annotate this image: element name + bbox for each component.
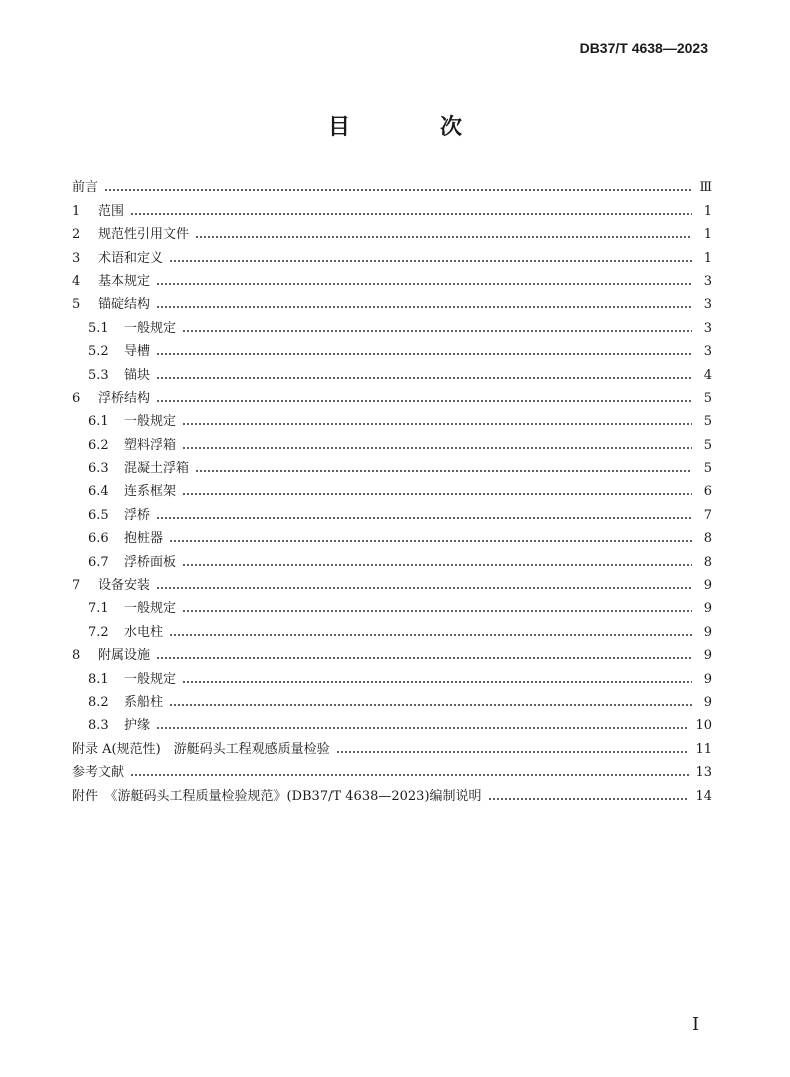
dot-leader bbox=[182, 492, 692, 496]
toc-entry-number: 1 bbox=[72, 203, 81, 219]
toc-entry-number: 6.1 bbox=[88, 414, 109, 430]
toc-entry[interactable] bbox=[72, 781, 712, 804]
toc-entry-number: 6 bbox=[72, 390, 81, 406]
toc-entry-label: 参考文献 bbox=[72, 765, 125, 781]
toc-entry-number: 2 bbox=[72, 227, 81, 243]
dot-leader bbox=[156, 726, 689, 730]
toc-entry-label: 设备安装 bbox=[98, 578, 151, 594]
page-title: 目 次 bbox=[327, 114, 496, 140]
toc-entry[interactable] bbox=[72, 290, 712, 313]
dot-leader bbox=[156, 586, 692, 590]
toc-entry[interactable] bbox=[72, 571, 712, 594]
toc-entry-page: 3 bbox=[703, 320, 712, 336]
toc-entry-page: 10 bbox=[695, 718, 712, 734]
toc-entry-number: 6.7 bbox=[88, 554, 109, 570]
dot-leader bbox=[169, 633, 692, 637]
toc-entry-page: 1 bbox=[703, 227, 712, 243]
dot-leader bbox=[130, 212, 692, 216]
dot-leader bbox=[156, 656, 692, 660]
toc-entry-label: 一般规定 bbox=[124, 671, 177, 687]
toc-entry-label: 混凝土浮箱 bbox=[124, 461, 190, 477]
toc-entry-page: 11 bbox=[695, 741, 712, 757]
toc-entry-page: 5 bbox=[703, 437, 712, 453]
toc-entry-page: 3 bbox=[703, 273, 712, 289]
toc-entry-number: 5.1 bbox=[88, 320, 109, 336]
toc-entry[interactable] bbox=[72, 524, 712, 547]
table-of-contents bbox=[72, 173, 712, 805]
toc-entry[interactable] bbox=[72, 407, 712, 430]
toc-entry-label: 附件 《游艇码头工程质量检验规范》(DB37/T 4638—2023)编制说明 bbox=[72, 788, 482, 804]
toc-entry[interactable] bbox=[72, 196, 712, 219]
toc-entry[interactable] bbox=[72, 384, 712, 407]
toc-entry-page: 3 bbox=[703, 344, 712, 360]
dot-leader bbox=[104, 188, 692, 192]
toc-entry[interactable] bbox=[72, 267, 712, 290]
toc-entry[interactable] bbox=[72, 711, 712, 734]
dot-leader bbox=[156, 516, 692, 520]
toc-entry-label: 抱桩器 bbox=[124, 531, 164, 547]
toc-entry[interactable] bbox=[72, 758, 712, 781]
dot-leader bbox=[182, 609, 692, 613]
toc-entry-label: 水电柱 bbox=[124, 624, 164, 640]
toc-entry[interactable] bbox=[72, 734, 712, 757]
toc-entry-label: 一般规定 bbox=[124, 414, 177, 430]
toc-entry-label: 术语和定义 bbox=[98, 250, 164, 266]
toc-entry-page: 9 bbox=[703, 648, 712, 664]
toc-entry-page: 13 bbox=[695, 765, 712, 781]
dot-leader bbox=[195, 235, 692, 239]
dot-leader bbox=[182, 563, 692, 567]
toc-entry-label: 前言 bbox=[72, 180, 99, 196]
toc-entry-number: 7.1 bbox=[88, 601, 109, 617]
toc-entry-number: 7 bbox=[72, 578, 81, 594]
dot-leader bbox=[156, 305, 692, 309]
toc-entry-number: 8.3 bbox=[88, 718, 109, 734]
dot-leader bbox=[156, 282, 692, 286]
toc-entry-label: 连系框架 bbox=[124, 484, 177, 500]
toc-entry-label: 护缘 bbox=[124, 718, 151, 734]
toc-entry[interactable] bbox=[72, 243, 712, 266]
dot-leader bbox=[182, 680, 692, 684]
toc-entry[interactable] bbox=[72, 547, 712, 570]
toc-entry-label: 浮桥结构 bbox=[98, 390, 151, 406]
toc-entry-number: 8 bbox=[72, 648, 81, 664]
toc-entry-label: 浮桥面板 bbox=[124, 554, 177, 570]
toc-entry[interactable] bbox=[72, 664, 712, 687]
toc-entry-label: 基本规定 bbox=[98, 273, 151, 289]
toc-entry-label: 导槽 bbox=[124, 344, 151, 360]
toc-entry-number: 6.6 bbox=[88, 531, 109, 547]
toc-entry-label: 附录 A(规范性) 游艇码头工程观感质量检验 bbox=[72, 741, 330, 757]
toc-entry-page: 14 bbox=[695, 788, 712, 804]
document-id-header: DB37/T 4638—2023 bbox=[579, 40, 708, 56]
toc-entry-page: 9 bbox=[703, 601, 712, 617]
toc-entry[interactable] bbox=[72, 430, 712, 453]
toc-entry-number: 3 bbox=[72, 250, 81, 266]
toc-entry-page: Ⅲ bbox=[699, 180, 712, 196]
dot-leader bbox=[156, 376, 692, 380]
dot-leader bbox=[169, 703, 692, 707]
toc-entry[interactable] bbox=[72, 688, 712, 711]
toc-entry-page: 1 bbox=[703, 203, 712, 219]
dot-leader bbox=[488, 797, 690, 801]
toc-entry-label: 锚碇结构 bbox=[98, 297, 151, 313]
toc-entry-page: 4 bbox=[703, 367, 712, 383]
toc-entry-label: 浮桥 bbox=[124, 507, 151, 523]
dot-leader bbox=[130, 773, 689, 777]
toc-entry-number: 7.2 bbox=[88, 624, 109, 640]
toc-entry-number: 6.4 bbox=[88, 484, 109, 500]
toc-entry[interactable] bbox=[72, 594, 712, 617]
toc-entry-page: 5 bbox=[703, 461, 712, 477]
toc-entry-label: 一般规定 bbox=[124, 601, 177, 617]
toc-entry-label: 附属设施 bbox=[98, 648, 151, 664]
toc-entry-number: 5.3 bbox=[88, 367, 109, 383]
page-number: I bbox=[692, 1014, 700, 1035]
toc-entry-number: 6.3 bbox=[88, 461, 109, 477]
dot-leader bbox=[336, 750, 690, 754]
toc-entry[interactable] bbox=[72, 337, 712, 360]
toc-entry-page: 3 bbox=[703, 297, 712, 313]
toc-entry-number: 6.5 bbox=[88, 507, 109, 523]
dot-leader bbox=[156, 399, 692, 403]
toc-entry[interactable] bbox=[72, 477, 712, 500]
toc-entry[interactable] bbox=[72, 641, 712, 664]
dot-leader bbox=[169, 539, 692, 543]
dot-leader bbox=[182, 329, 692, 333]
toc-entry-page: 8 bbox=[703, 554, 712, 570]
toc-entry-label: 规范性引用文件 bbox=[98, 227, 190, 243]
toc-entry[interactable] bbox=[72, 454, 712, 477]
dot-leader bbox=[156, 352, 692, 356]
toc-entry[interactable] bbox=[72, 173, 712, 196]
toc-entry[interactable] bbox=[72, 500, 712, 523]
toc-entry-label: 一般规定 bbox=[124, 320, 177, 336]
toc-entry-page: 9 bbox=[703, 578, 712, 594]
toc-entry-page: 9 bbox=[703, 624, 712, 640]
toc-entry-page: 7 bbox=[703, 507, 712, 523]
toc-entry-label: 范围 bbox=[98, 203, 125, 219]
dot-leader bbox=[169, 259, 692, 263]
toc-entry-page: 5 bbox=[703, 390, 712, 406]
toc-entry-number: 8.2 bbox=[88, 694, 109, 710]
toc-entry-label: 塑料浮箱 bbox=[124, 437, 177, 453]
dot-leader bbox=[195, 469, 692, 473]
toc-entry-page: 8 bbox=[703, 531, 712, 547]
toc-entry[interactable] bbox=[72, 313, 712, 336]
dot-leader bbox=[182, 446, 692, 450]
dot-leader bbox=[182, 422, 692, 426]
toc-entry-label: 锚块 bbox=[124, 367, 151, 383]
toc-entry-number: 5.2 bbox=[88, 344, 109, 360]
toc-entry-page: 1 bbox=[703, 250, 712, 266]
toc-entry[interactable] bbox=[72, 617, 712, 640]
toc-entry-page: 9 bbox=[703, 694, 712, 710]
toc-entry-page: 5 bbox=[703, 414, 712, 430]
toc-entry-number: 5 bbox=[72, 297, 81, 313]
toc-entry-number: 6.2 bbox=[88, 437, 109, 453]
toc-entry-page: 9 bbox=[703, 671, 712, 687]
toc-entry-page: 6 bbox=[703, 484, 712, 500]
toc-entry[interactable] bbox=[72, 220, 712, 243]
toc-entry-number: 4 bbox=[72, 273, 81, 289]
toc-entry-number: 8.1 bbox=[88, 671, 109, 687]
toc-entry-label: 系船柱 bbox=[124, 694, 164, 710]
toc-entry[interactable] bbox=[72, 360, 712, 383]
